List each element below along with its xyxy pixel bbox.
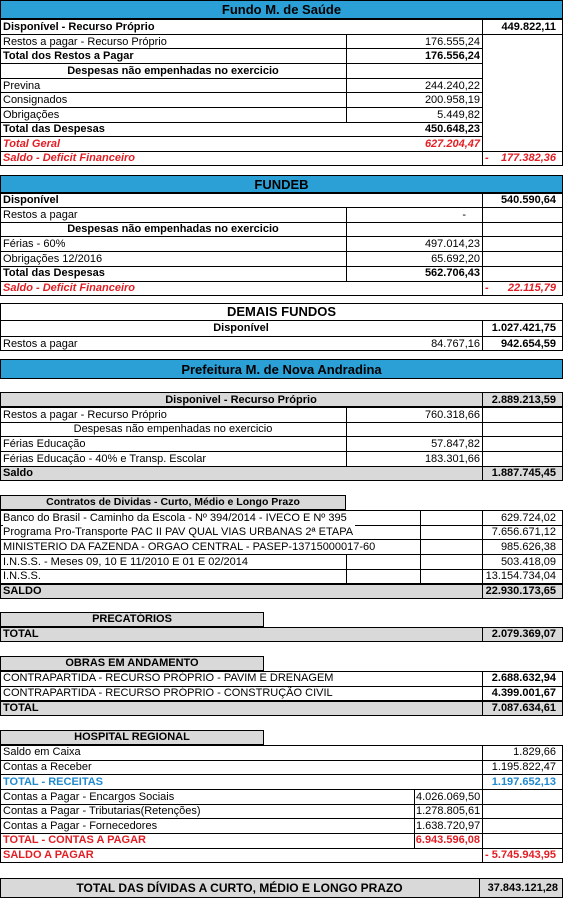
- hospital-total-receitas-value: 1.197.652,13: [491, 776, 556, 788]
- fundeb-saldo-sign: -: [485, 282, 489, 294]
- prefeitura-restos-label: Restos a pagar - Recurso Próprio: [3, 409, 167, 421]
- prefeitura-despesa-value: 183.301,66: [424, 453, 480, 465]
- contratos-row-value: 13.154.734,04: [485, 570, 556, 582]
- fundeb-saldo-label: Saldo - Deficit Financeiro: [3, 282, 136, 294]
- saude-total-restos-label: Total dos Restos a Pagar: [3, 50, 134, 62]
- contratos-row-label: Banco do Brasil - Caminho da Escola - Nº 394/2014 - IVECO E Nº 395: [3, 512, 347, 524]
- saude-despesa-value: 200.958,19: [424, 94, 480, 106]
- total-final-value: 37.843.121,28: [487, 882, 558, 894]
- fundeb-despesa-label: Obrigações 12/2016: [3, 253, 103, 265]
- fundeb-disponivel-value: 540.590,64: [500, 194, 556, 206]
- obras-row-value: 4.399.001,67: [491, 687, 556, 699]
- saude-despesas-header: Despesas não empenhadas no exercicio: [67, 65, 279, 77]
- fundeb-disponivel-label: Disponível: [3, 194, 59, 206]
- contratos-row-label: I.N.S.S. - Meses 09, 10 E 11/2010 E 01 E 02/2014: [3, 556, 249, 568]
- saude-despesa-label: Previna: [3, 80, 41, 92]
- saude-saldo-value: 177.382,36: [500, 152, 556, 164]
- fundeb-restos-value: -: [462, 209, 466, 221]
- saude-despesa-label: Obrigações: [3, 109, 60, 121]
- precatorios-total-label: TOTAL: [3, 628, 39, 640]
- hospital-receita-value: 1.195.822,47: [491, 761, 556, 773]
- hospital-receita-label: Contas a Receber: [3, 761, 92, 773]
- saude-title: Fundo M. de Saúde: [0, 0, 563, 19]
- saude-despesa-value: 5.449,82: [437, 109, 480, 121]
- hospital-total-contas-value: 6.943.596,08: [415, 834, 480, 846]
- fundeb-total-despesas-value: 562.706,43: [424, 267, 480, 279]
- hospital-conta-value: 4.026.069,50: [416, 791, 481, 803]
- saude-saldo-sign: -: [485, 152, 489, 164]
- prefeitura-disponivel-label: Disponivel - Recurso Próprio: [165, 394, 317, 406]
- demais-restos-label: Restos a pagar: [3, 338, 78, 350]
- saude-despesa-value: 244.240,22: [424, 80, 480, 92]
- saude-total-geral-label: Total Geral: [3, 138, 61, 150]
- hospital-conta-label: Contas a Pagar - Fornecedores: [3, 820, 158, 832]
- saude-saldo-label: Saldo - Deficit Financeiro: [3, 152, 136, 164]
- fundeb-despesa-label: Férias - 60%: [3, 238, 66, 250]
- contratos-header: Contratos de Dividas - Curto, Médio e Longo Prazo: [46, 496, 300, 508]
- contratos-saldo-value: 22.930.173,65: [485, 585, 556, 597]
- prefeitura-despesas-header: Despesas não empenhadas no exercicio: [73, 423, 273, 435]
- saude-disponivel-value: 449.822,11: [501, 21, 556, 33]
- prefeitura-restos-value: 760.318,66: [424, 409, 480, 421]
- hospital-receita-label: Saldo em Caixa: [3, 746, 81, 758]
- saude-total-despesas-label: Total das Despesas: [3, 123, 105, 135]
- demais-saldo-value: 942.654,59: [500, 338, 556, 350]
- obras-total-label: TOTAL: [3, 702, 39, 714]
- fundeb-total-despesas-label: Total das Despesas: [3, 267, 105, 279]
- demais-disponivel-value: 1.027.421,75: [491, 322, 556, 334]
- fundeb-title: FUNDEB: [0, 175, 563, 193]
- saude-total-restos-value: 176.556,24: [424, 50, 480, 62]
- obras-row-label: CONTRAPARTIDA - RECURSO PRÓPRIO - PAVIM E DRENAGEM: [3, 672, 334, 684]
- hospital-receita-value: 1.829,66: [513, 746, 556, 758]
- fundeb-despesas-header: Despesas não empenhadas no exercicio: [67, 223, 279, 235]
- saude-despesa-label: Consignados: [3, 94, 68, 106]
- hospital-saldo-value: - 5.745.943,95: [485, 849, 556, 861]
- obras-header: OBRAS EM ANDAMENTO: [65, 657, 199, 669]
- obras-row-label: CONTRAPARTIDA - RECURSO PRÓPRIO - CONSTRUÇÃO CIVIL: [3, 687, 333, 699]
- contratos-row-value: 7.656.671,12: [491, 526, 556, 538]
- contratos-row-label: I.N.S.S.: [3, 570, 41, 582]
- demais-restos-value: 84.767,16: [431, 338, 480, 350]
- total-final-label: TOTAL DAS DÍVIDAS A CURTO, MÉDIO E LONGO PRAZO: [76, 881, 403, 895]
- prefeitura-despesa-label: Férias Educação: [3, 438, 86, 450]
- prefeitura-disponivel-value: 2.889.213,59: [491, 394, 556, 406]
- hospital-saldo-label: SALDO A PAGAR: [3, 849, 94, 861]
- obras-total-value: 7.087.634,61: [491, 702, 556, 714]
- saude-total-geral-value: 627.204,47: [424, 138, 480, 150]
- demais-title: DEMAIS FUNDOS: [226, 304, 337, 319]
- fundeb-restos-label: Restos a pagar: [3, 209, 78, 221]
- saude-restos-label: Restos a pagar - Recurso Próprio: [3, 36, 167, 48]
- precatorios-header: PRECATÓRIOS: [92, 613, 172, 625]
- saude-restos-value: 176.555,24: [424, 36, 480, 48]
- hospital-conta-value: 1.638.720,97: [416, 820, 481, 832]
- prefeitura-saldo-value: 1.887.745,45: [491, 467, 556, 479]
- saude-disponivel-label: Disponível - Recurso Próprio: [3, 21, 155, 33]
- prefeitura-title: Prefeitura M. de Nova Andradina: [0, 359, 563, 379]
- contratos-row-value: 503.418,09: [500, 556, 556, 568]
- obras-row-value: 2.688.632,94: [491, 672, 556, 684]
- hospital-total-contas-label: TOTAL - CONTAS A PAGAR: [3, 834, 146, 846]
- fundeb-despesa-value: 497.014,23: [424, 238, 480, 250]
- contratos-saldo-label: SALDO: [3, 585, 42, 597]
- contratos-row-label: MINISTERIO DA FAZENDA - ORGAO CENTRAL - PASEP-13715000017-60: [3, 541, 376, 553]
- hospital-conta-value: 1.278.805,61: [416, 805, 481, 817]
- hospital-conta-label: Contas a Pagar - Tributarias(Retenções): [3, 805, 201, 817]
- contratos-row-label: Programa Pro-Transporte PAC II PAV QUAL VIAS URBANAS 2ª ETAPA: [3, 526, 354, 538]
- fundeb-saldo-value: 22.115,79: [507, 282, 556, 294]
- demais-disponivel-label: Disponível: [213, 322, 269, 334]
- prefeitura-saldo-label: Saldo: [3, 467, 33, 479]
- contratos-row-value: 629.724,02: [500, 512, 556, 524]
- contratos-row-value: 985.626,38: [500, 541, 556, 553]
- hospital-total-receitas-label: TOTAL - RECEITAS: [3, 776, 104, 788]
- hospital-header: HOSPITAL REGIONAL: [74, 731, 190, 743]
- prefeitura-despesa-value: 57.847,82: [431, 438, 480, 450]
- prefeitura-despesa-label: Férias Educação - 40% e Transp. Escolar: [3, 453, 206, 465]
- fundeb-despesa-value: 65.692,20: [431, 253, 480, 265]
- precatorios-total-value: 2.079.369,07: [491, 628, 556, 640]
- saude-total-despesas-value: 450.648,23: [424, 123, 480, 135]
- hospital-conta-label: Contas a Pagar - Encargos Sociais: [3, 791, 175, 803]
